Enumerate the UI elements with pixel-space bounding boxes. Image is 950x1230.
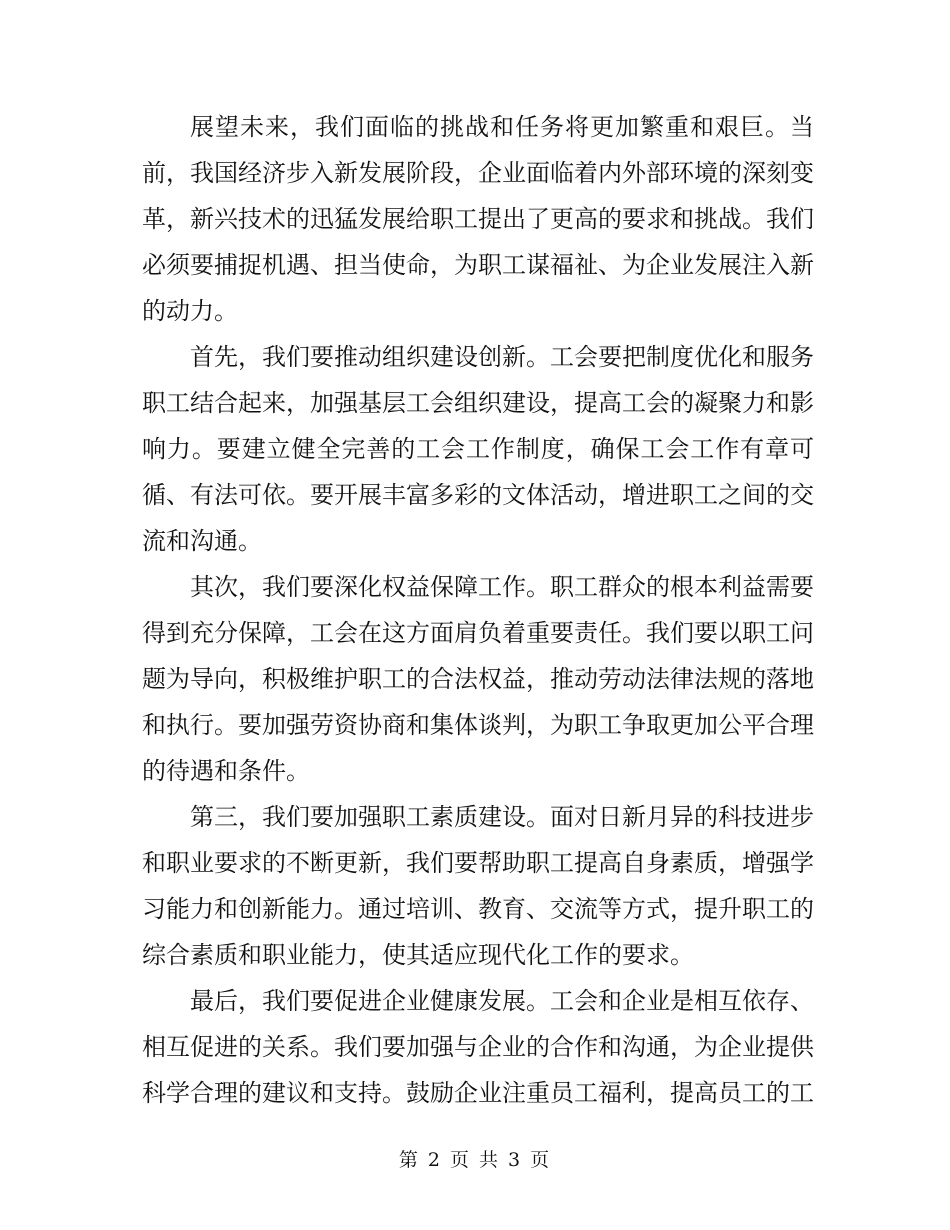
text-line: 循、有法可依。要开展丰富多彩的文体活动，增进职工之间的交	[142, 481, 814, 509]
text-line: 响力。要建立健全完善的工会工作制度，确保工会工作有章可	[142, 435, 814, 463]
text-line: 展望未来，我们面临的挑战和任务将更加繁重和艰巨。当	[190, 113, 814, 141]
text-line: 科学合理的建议和支持。鼓励企业注重员工福利，提高员工的工	[142, 1079, 814, 1107]
document-body	[142, 104, 814, 1116]
text-line: 革，新兴技术的迅猛发展给职工提出了更高的要求和挑战。我们	[142, 205, 814, 233]
text-line: 题为导向，积极维护职工的合法权益，推动劳动法律法规的落地	[142, 665, 814, 693]
text-line: 其次，我们要深化权益保障工作。职工群众的根本利益需要	[190, 573, 814, 601]
paragraph-last	[142, 978, 814, 1116]
text-line: 职工结合起来，加强基层工会组织建设，提高工会的凝聚力和影	[142, 389, 814, 417]
text-line: 得到充分保障，工会在这方面肩负着重要责任。我们要以职工问	[142, 619, 814, 647]
text-line: 的待遇和条件。	[142, 757, 310, 785]
text-line: 前，我国经济步入新发展阶段，企业面临着内外部环境的深刻变	[142, 159, 814, 187]
text-line: 综合素质和职业能力，使其适应现代化工作的要求。	[142, 941, 694, 969]
text-line: 和执行。要加强劳资协商和集体谈判，为职工争取更加公平合理	[142, 711, 814, 739]
text-line: 习能力和创新能力。通过培训、教育、交流等方式，提升职工的	[142, 895, 814, 923]
paragraph-outlook	[142, 104, 814, 334]
text-line: 流和沟通。	[142, 527, 262, 555]
text-line: 和职业要求的不断更新，我们要帮助职工提高自身素质，增强学	[142, 849, 814, 877]
text-line: 首先，我们要推动组织建设创新。工会要把制度优化和服务	[190, 343, 814, 371]
paragraph-third	[142, 794, 814, 978]
paragraph-second	[142, 564, 814, 794]
text-line: 最后，我们要促进企业健康发展。工会和企业是相互依存、	[190, 987, 814, 1015]
text-line: 必须要捕捉机遇、担当使命，为职工谋福祉、为企业发展注入新	[142, 251, 814, 279]
paragraph-first	[142, 334, 814, 564]
text-line: 的动力。	[142, 297, 238, 325]
page-number-footer: 第 2 页 共 3 页	[398, 1149, 552, 1171]
text-line: 第三，我们要加强职工素质建设。面对日新月异的科技进步	[190, 803, 814, 831]
text-line: 相互促进的关系。我们要加强与企业的合作和沟通，为企业提供	[142, 1033, 814, 1061]
